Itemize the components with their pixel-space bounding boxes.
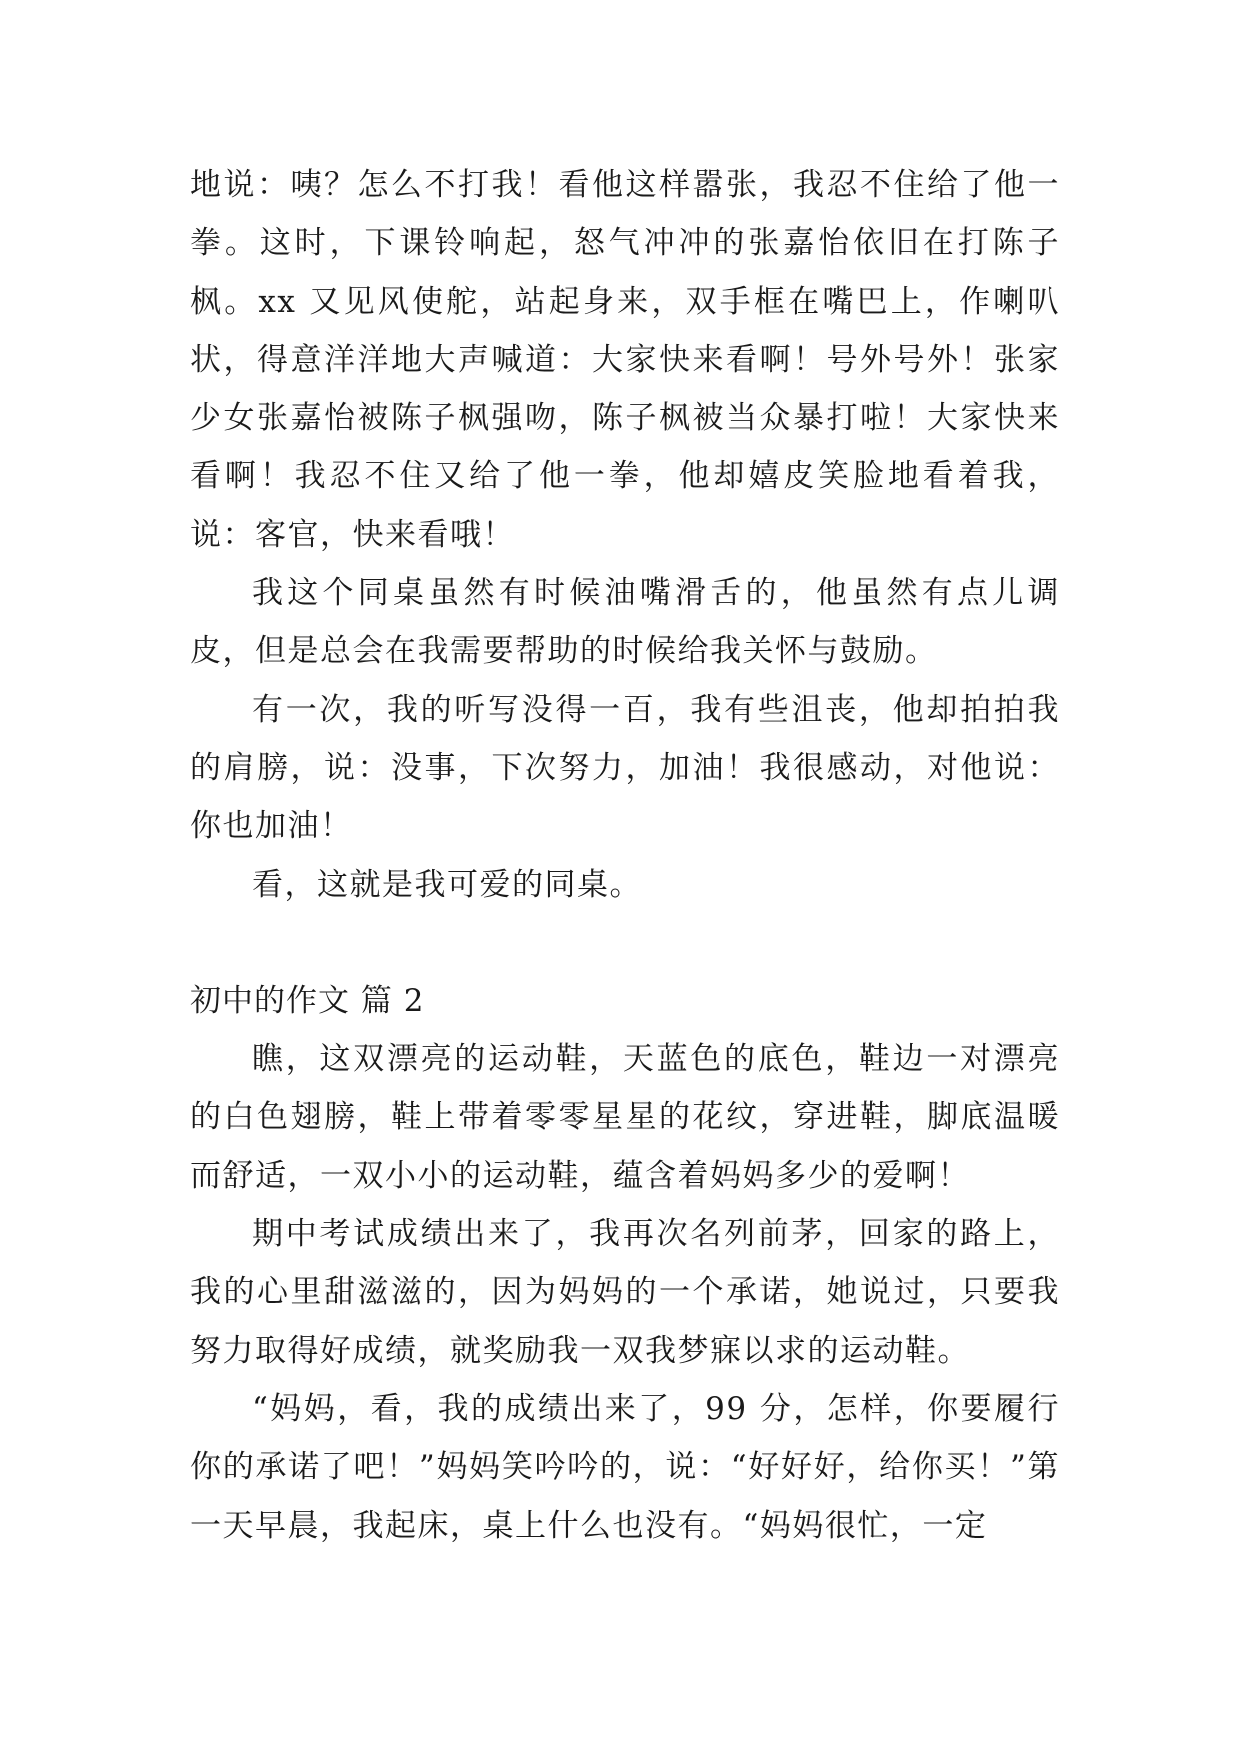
paragraph: 看，这就是我可爱的同桌。 [252, 866, 642, 903]
paragraph: 我这个同桌虽然有时候油嘴滑舌的，他虽然有点儿调皮，但是总会在我需要帮助的时候给我关怀与鼓励。 [190, 575, 1060, 670]
paragraph: 有一次，我的听写没得一百，我有些沮丧，他却拍拍我的肩膀，说：没事，下次努力，加油！我很感动，对他说：你也加油！ [190, 691, 1060, 845]
paragraph: 瞧，这双漂亮的运动鞋，天蓝色的底色，鞋边一对漂亮的白色翅膀，鞋上带着零零星星的花纹，穿进鞋，脚底温暖而舒适，一双小小的运动鞋，蕴含着妈妈多少的爱啊！ [190, 1041, 1060, 1194]
document-body [190, 156, 1060, 1555]
paragraph: “妈妈，看，我的成绩出来了，99 分，怎样，你要履行你的承诺了吧！”妈妈笑吟吟的，说：“好好好，给你买！”第一天早晨，我起床，桌上什么也没有。“妈妈很忙，一定 [190, 1390, 1060, 1544]
paragraph-continuation: 地说：咦？怎么不打我！看他这样嚣张，我忍不住给了他一拳。这时，下课铃响起，怒气冲冲的张嘉怡依旧在打陈子枫。xx 又见风使舵，站起身来，双手框在嘴巴上，作喇叭状，得意洋洋地大声喊道：大家快来看啊！号外号外！张家少女张嘉怡被陈子枫强吻，陈子枫被当众暴打啦！大家快来看啊！我忍不住又给了他一拳，他却嬉皮笑脸地看着我，说：客官，快来看哦！ [190, 167, 1060, 553]
paragraph: 期中考试成绩出来了，我再次名列前茅，回家的路上，我的心里甜滋滋的，因为妈妈的一个承诺，她说过，只要我努力取得好成绩，就奖励我一双我梦寐以求的运动鞋。 [190, 1216, 1060, 1369]
section-heading: 初中的作文 篇 2 [190, 982, 425, 1019]
